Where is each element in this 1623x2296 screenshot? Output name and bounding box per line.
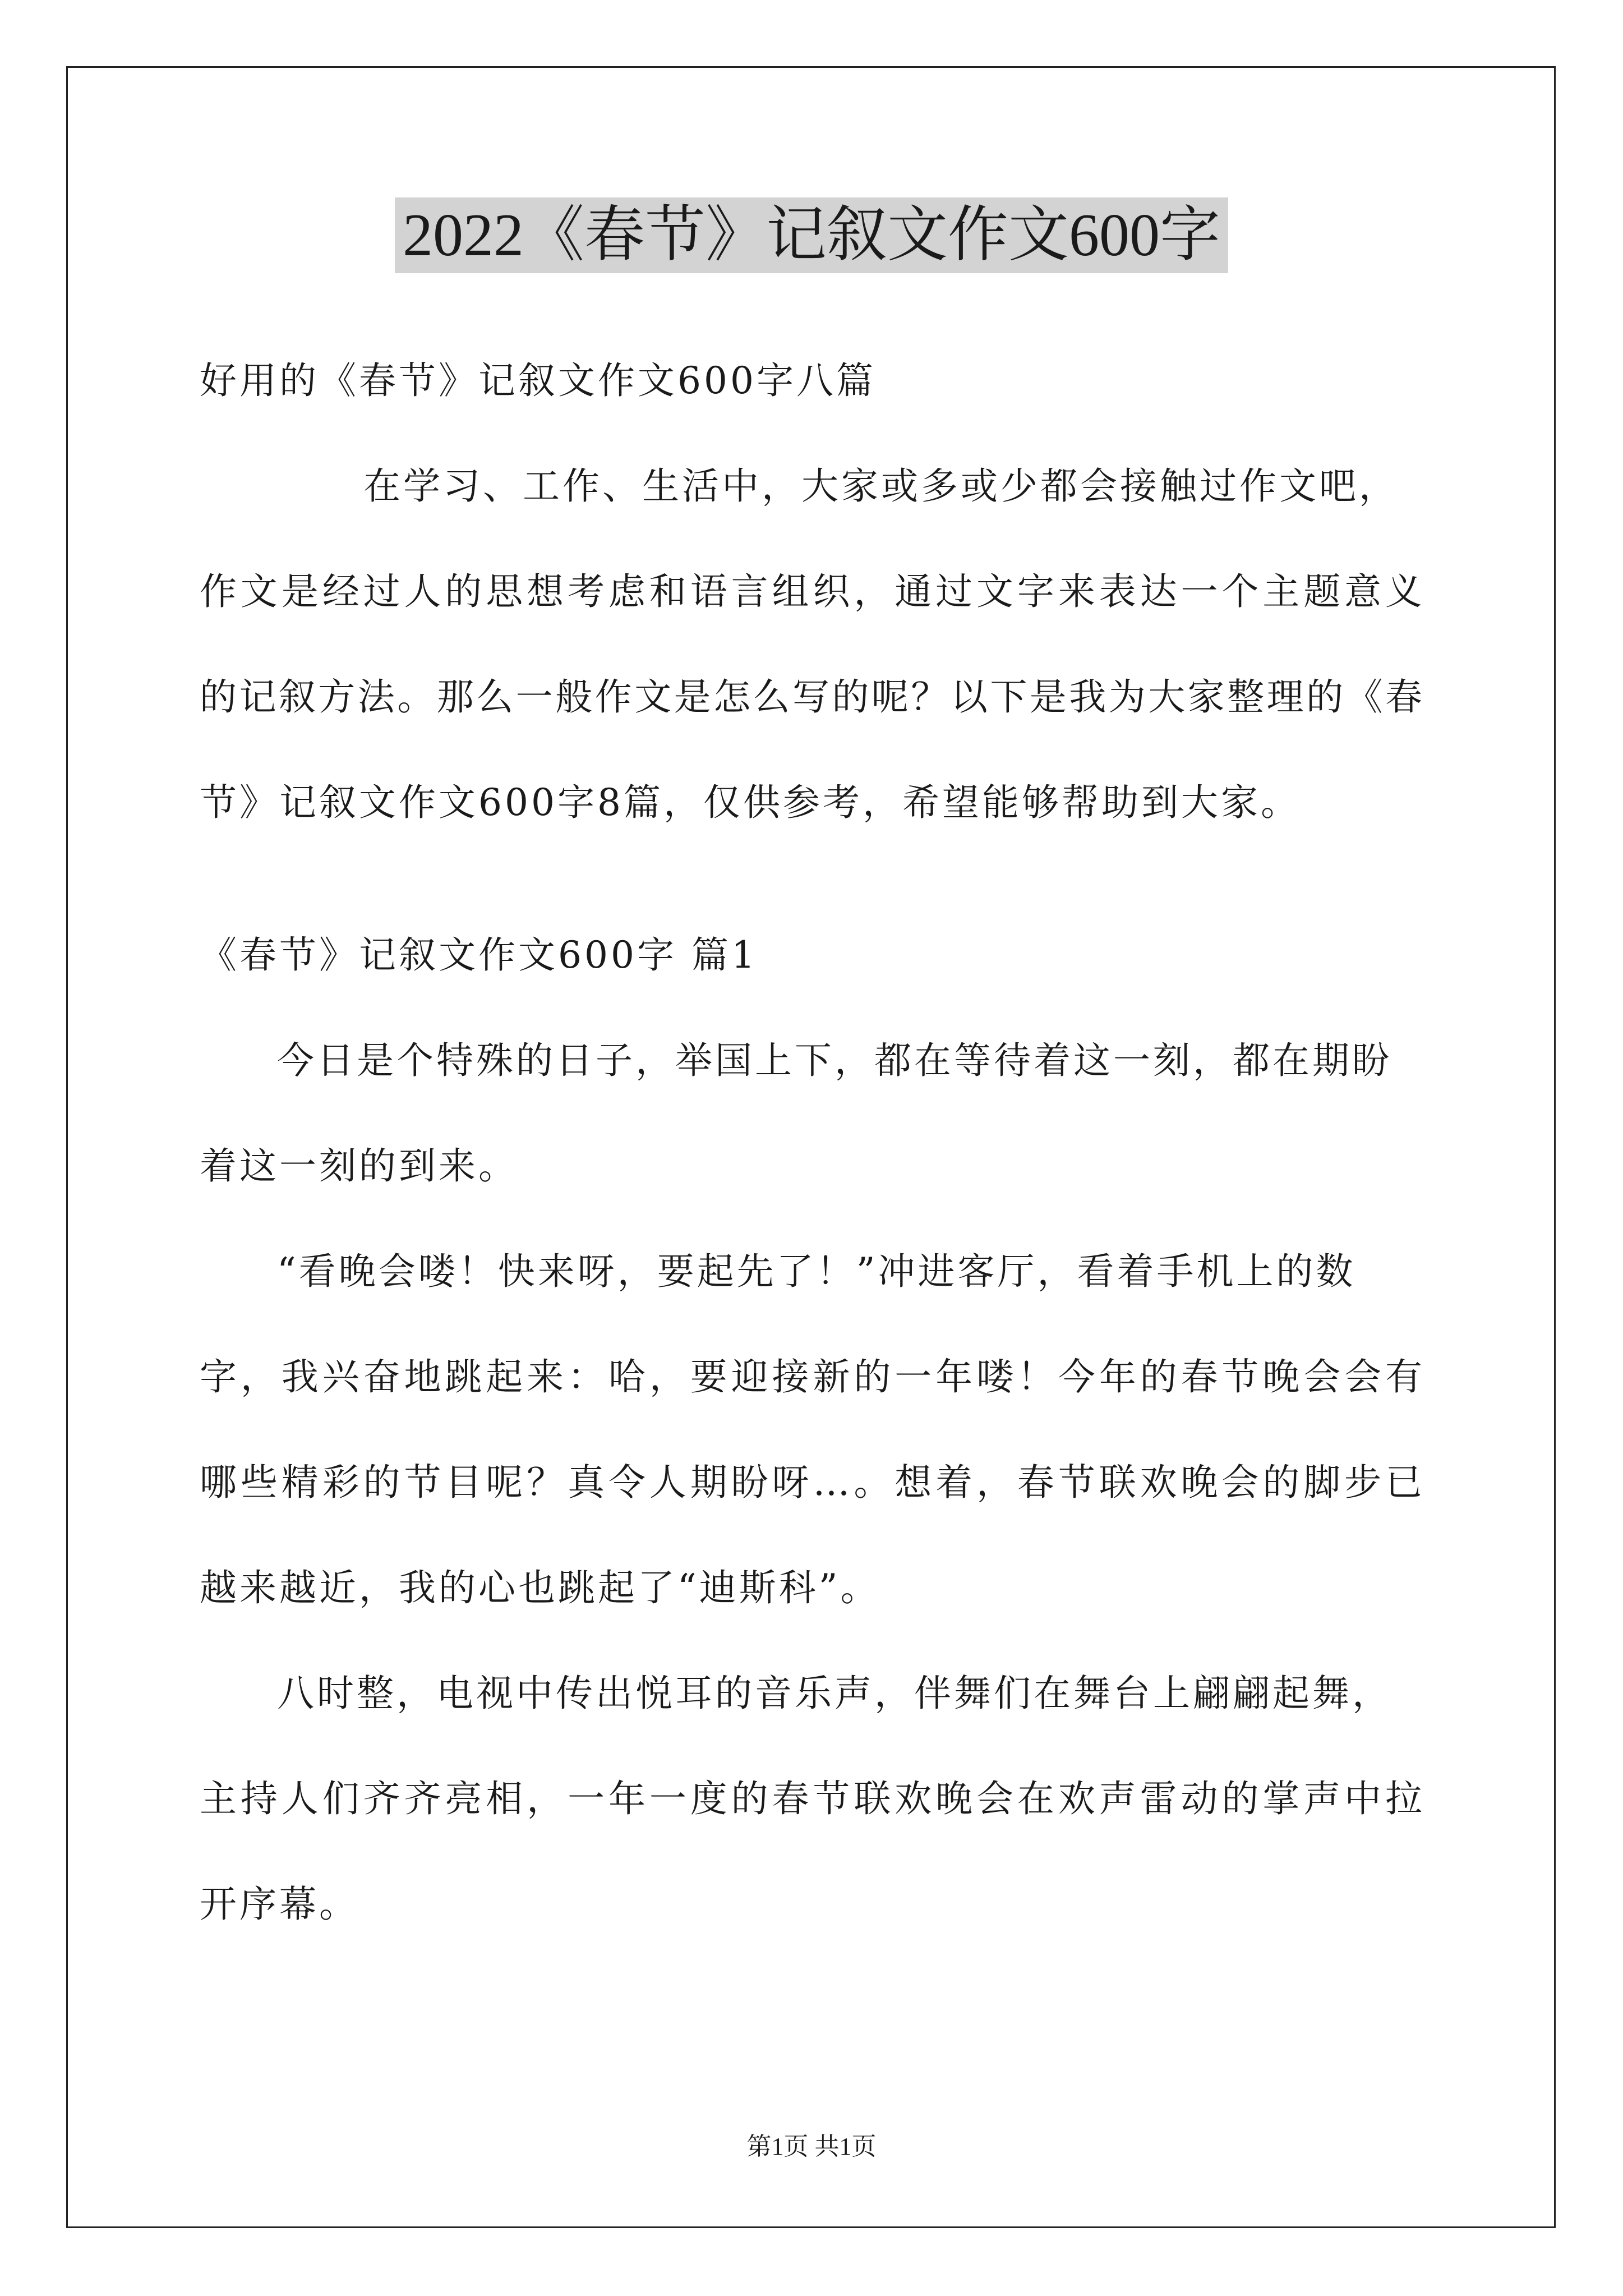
intro-line: 节》记叙文作文600字8篇，仅供参考，希望能够帮助到大家。 <box>200 781 1301 824</box>
section-heading: 《春节》记叙文作文600字 篇1 <box>200 933 758 977</box>
intro-line: 的记叙方法。那么一般作文是怎么写的呢？以下是我为大家整理的《春 <box>200 675 1422 719</box>
paragraph-line: 着这一刻的到来。 <box>200 1144 518 1188</box>
paragraph-line: “看晚会喽！快来呀，要起先了！”冲进客厅，看着手机上的数 <box>277 1250 1356 1293</box>
paragraph-line: 越来越近，我的心也跳起了“迪斯科”。 <box>200 1566 880 1609</box>
document-title <box>0 196 1623 275</box>
paragraph-line: 开序幕。 <box>200 1883 359 1926</box>
paragraph-line: 哪些精彩的节目呢？真令人期盼呀…。想着，春节联欢晚会的脚步已 <box>200 1461 1422 1504</box>
paragraph-line: 今日是个特殊的日子，举国上下，都在等待着这一刻，都在期盼 <box>277 1039 1392 1082</box>
page-footer: 第1页 共1页 <box>746 2133 877 2160</box>
paragraph-line: 八时整，电视中传出悦耳的音乐声，伴舞们在舞台上翩翩起舞， <box>277 1672 1392 1715</box>
paragraph-line: 主持人们齐齐亮相，一年一度的春节联欢晚会在欢声雷动的掌声中拉 <box>200 1777 1422 1820</box>
intro-line: 作文是经过人的思想考虑和语言组织，通过文字来表达一个主题意义 <box>200 570 1422 613</box>
intro-line: 在学习、工作、生活中，大家或多或少都会接触过作文吧， <box>363 464 1399 508</box>
document-subtitle: 好用的《春节》记叙文作文600字八篇 <box>200 359 876 402</box>
paragraph-line: 字，我兴奋地跳起来：哈，要迎接新的一年喽！今年的春节晚会会有 <box>200 1355 1422 1398</box>
document-title-text: 2022《春节》记叙文作文600字 <box>395 197 1228 273</box>
